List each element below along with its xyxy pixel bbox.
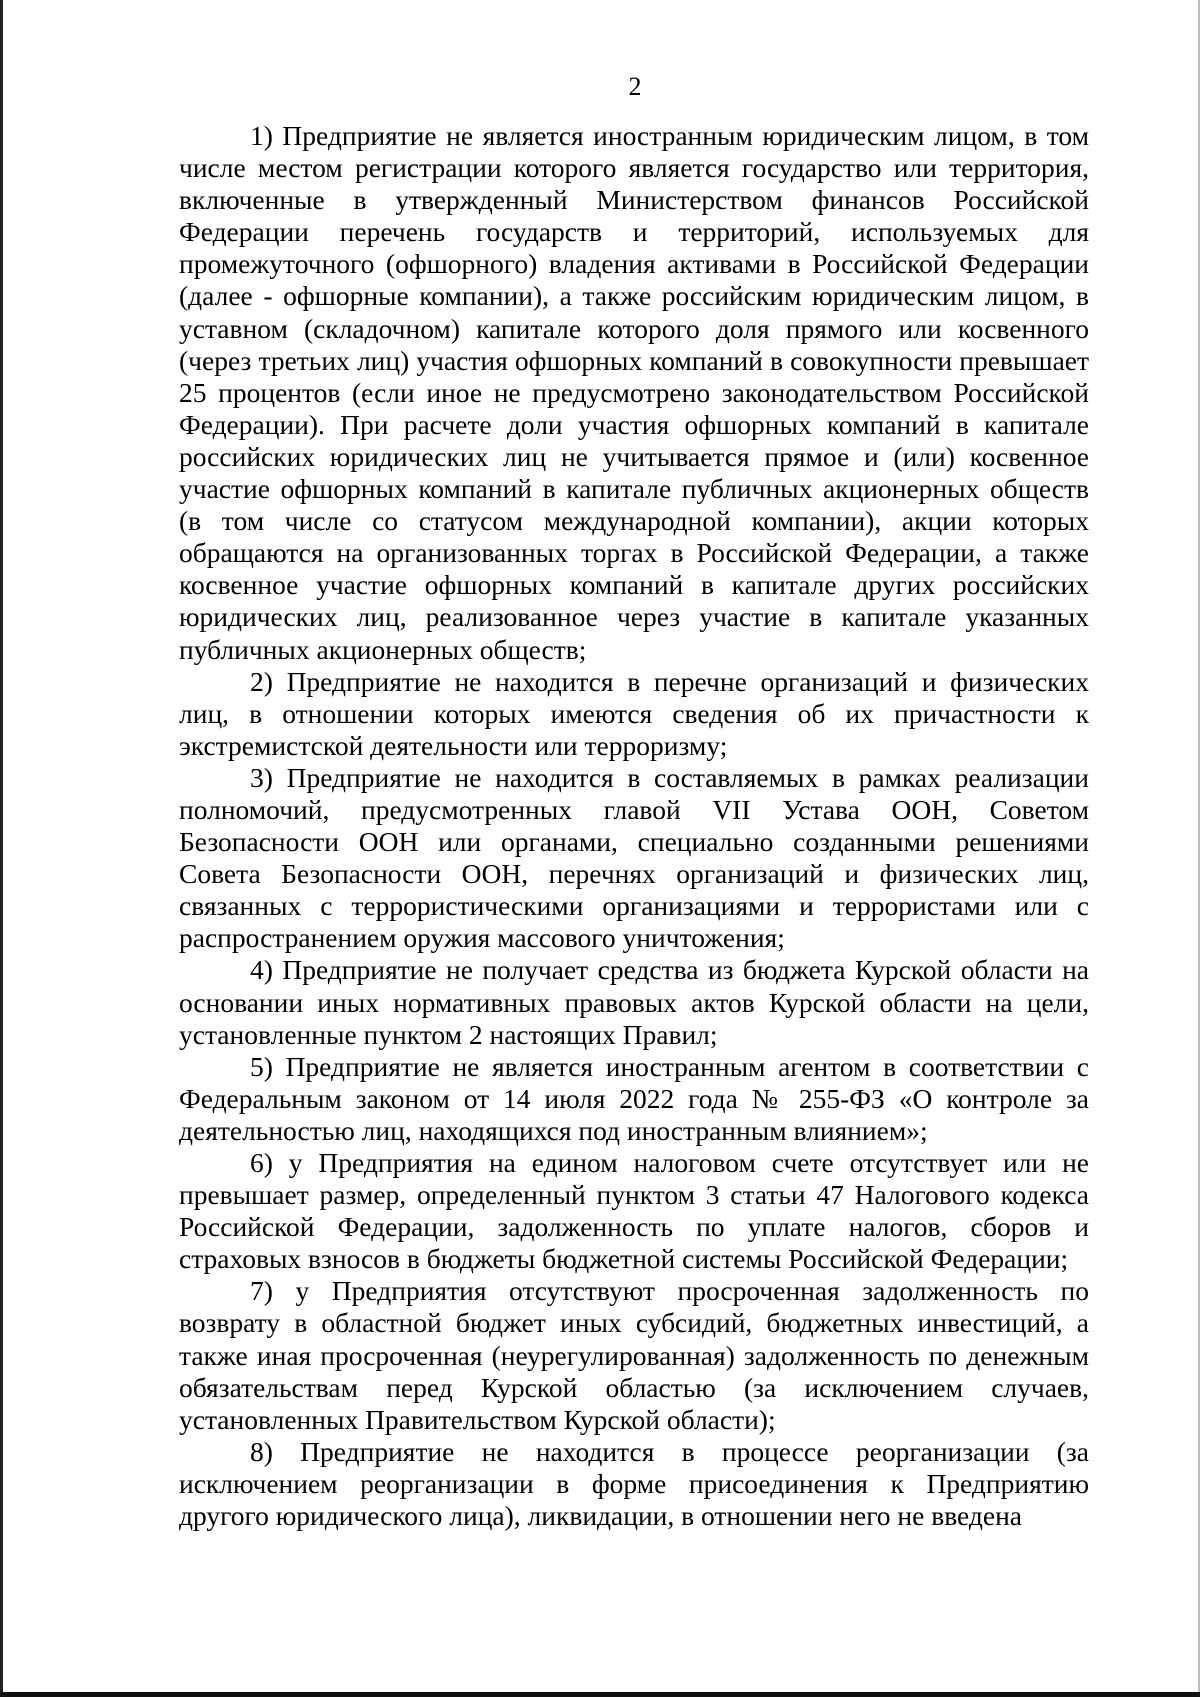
paragraph-item-8: 8) Предприятие не находится в процессе реорганизации (за исключением реорганизации в форме присоединения к Предприятию другого юридического лица), ликвидации, в отношении него не введена [179, 1435, 1089, 1532]
page-number: 2 [628, 72, 642, 101]
scan-edge-left [0, 0, 3, 1697]
paragraph-item-7: 7) у Предприятия отсутствуют просроченная задолженность по возврату в областной бюджет иных субсидий, бюджетных инвестиций, а также иная просроченная (неурегулированная) задолженность по денежным обязательствам перед Курской областью (за исключением случаев, установленных Правительством Курской области); [179, 1275, 1089, 1435]
paragraph-item-2: 2) Предприятие не находится в перечне организаций и физических лиц, в отношении которых имеются сведения об их причастности к экстремистской деятельности или терроризму; [179, 665, 1089, 761]
paragraph-item-4: 4) Предприятие не получает средства из бюджета Курской области на основании иных нормативных правовых актов Курской области на цели, установленные пунктом 2 настоящих Правил; [179, 954, 1089, 1050]
scan-edge-bottom [0, 1692, 1200, 1697]
paragraph-item-1: 1) Предприятие не является иностранным юридическим лицом, в том числе местом регистрации которого является государство или территория, включенные в утвержденный Министерством финансов Российской Федерации перечень государств и территорий, используемых для промежуточного (офшорного) владения активами в Российской Федерации (далее - офшорные компании), а также российским юридическим лицом, в уставном (складочном) капитале которого доля прямого или косвенного (через третьих лиц) участия офшорных компаний в совокупности превышает 25 процентов (если иное не предусмотрено законодательством Российской Федерации). При расчете доли участия офшорных компаний в капитале российских юридических лиц не учитывается прямое и (или) косвенное участие офшорных компаний в капитале публичных акционерных обществ (в том числе со статусом международной компании), акции которых обращаются на организованных торгах в Российской Федерации, а также косвенное участие офшорных компаний в капитале других российских юридических лиц, реализованное через участие в капитале указанных публичных акционерных обществ; [179, 120, 1089, 665]
paragraph-item-3: 3) Предприятие не находится в составляемых в рамках реализации полномочий, предусмотренных главой VII Устава ООН, Советом Безопасности ООН или органами, специально созданными решениями Совета Безопасности ООН, перечнях организаций и физических лиц, связанных с террористическими организациями и террористами или с распространением оружия массового уничтожения; [179, 761, 1089, 954]
document-body [179, 120, 1089, 1532]
paragraph-item-5: 5) Предприятие не является иностранным агентом в соответствии с Федеральным законом от 14 июля 2022 года № 255-ФЗ «О контроле за деятельностью лиц, находящихся под иностранным влиянием»; [179, 1050, 1089, 1146]
paragraph-item-6: 6) у Предприятия на едином налоговом счете отсутствует или не превышает размер, определенный пунктом 3 статьи 47 Налогового кодекса Российской Федерации, задолженность по уплате налогов, сборов и страховых взносов в бюджеты бюджетной системы Российской Федерации; [179, 1147, 1089, 1275]
